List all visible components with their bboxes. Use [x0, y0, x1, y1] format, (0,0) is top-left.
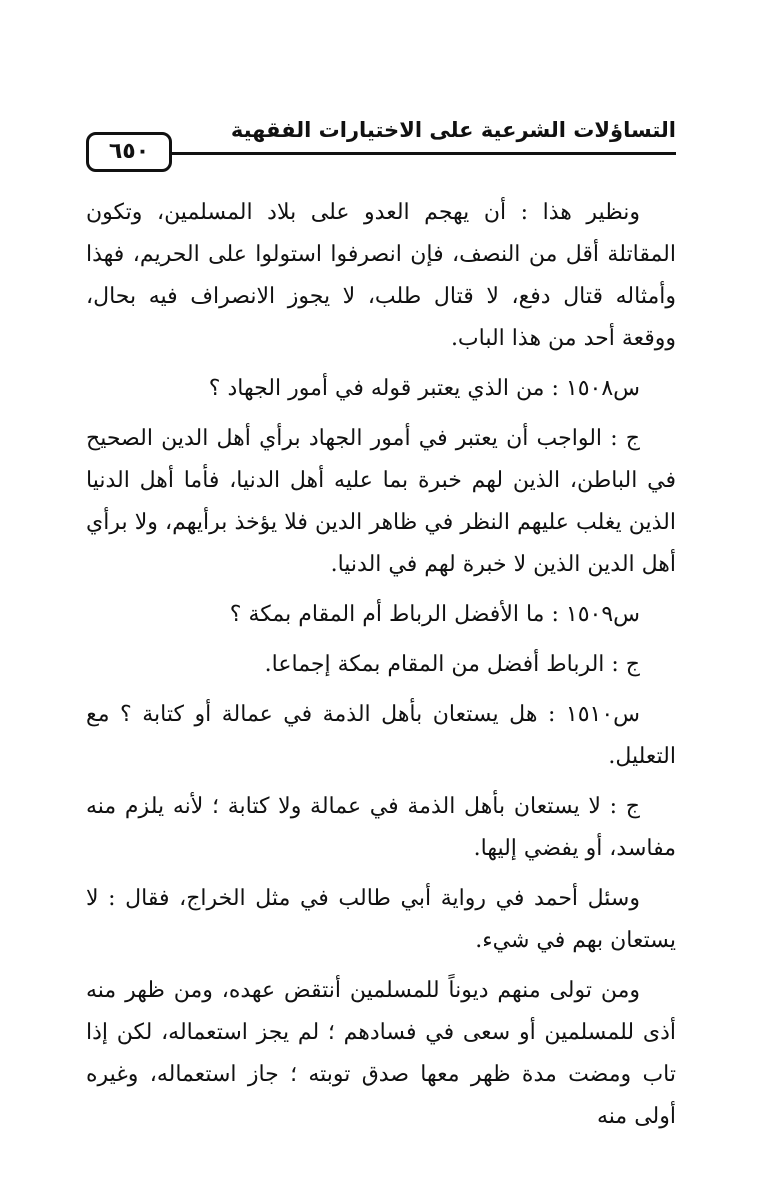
question-1508: س١٥٠٨ : من الذي يعتبر قوله في أمور الجهاد ؟: [208, 376, 640, 401]
header-title: التساؤلات الشرعية على الاختيارات الفقهية: [230, 118, 676, 142]
answer-1508: ج : الواجب أن يعتبر في أمور الجهاد برأي أهل الدين الصحيح في الباطن، الذين لهم خبرة بما عليه أهل الدنيا، فأما أهل الدنيا الذين يغلب عليهم النظر في ظاهر الدين فلا يؤخذ برأيهم، ولا برأي أهل الدين الذين لا خبرة لهم في الدنيا.: [86, 426, 676, 577]
answer-1509: ج : الرباط أفضل من المقام بمكة إجماعا.: [264, 652, 640, 677]
answer-1510: ج : لا يستعان بأهل الذمة في عمالة ولا كتابة ؛ لأنه يلزم منه مفاسد، أو يفضي إليها.: [86, 794, 676, 861]
question-1510: س١٥١٠ : هل يستعان بأهل الذمة في عمالة أو كتابة ؟ مع التعليل.: [86, 702, 676, 769]
page-header: [86, 112, 676, 172]
page-number: ٦٥٠: [86, 132, 172, 172]
paragraph-dhimmi-employment: ومن تولى منهم ديوناً للمسلمين أنتقض عهده، ومن ظهر منه أذى للمسلمين أو سعى في فسادهم ؛ لم يجز استعماله، لكن إذا تاب ومضت مدة ظهر معها صدق توبته ؛ جاز استعماله، وغيره أولى منه: [86, 978, 676, 1129]
paragraph-ahmad-narration: وسئل أحمد في رواية أبي طالب في مثل الخراج، فقال : لا يستعان بهم في شيء.: [86, 886, 676, 953]
question-1509: س١٥٠٩ : ما الأفضل الرباط أم المقام بمكة ؟: [229, 602, 640, 627]
paragraph-defensive-fighting: ونظير هذا : أن يهجم العدو على بلاد المسلمين، وتكون المقاتلة أقل من النصف، فإن انصرفوا استولوا على الحريم، فهذا وأمثاله قتال دفع، لا قتال طلب، لا يجوز الانصراف فيه بحال، ووقعة أحد من هذا الباب.: [86, 200, 676, 351]
body-text: [86, 192, 676, 1146]
header-rule: [86, 152, 676, 155]
